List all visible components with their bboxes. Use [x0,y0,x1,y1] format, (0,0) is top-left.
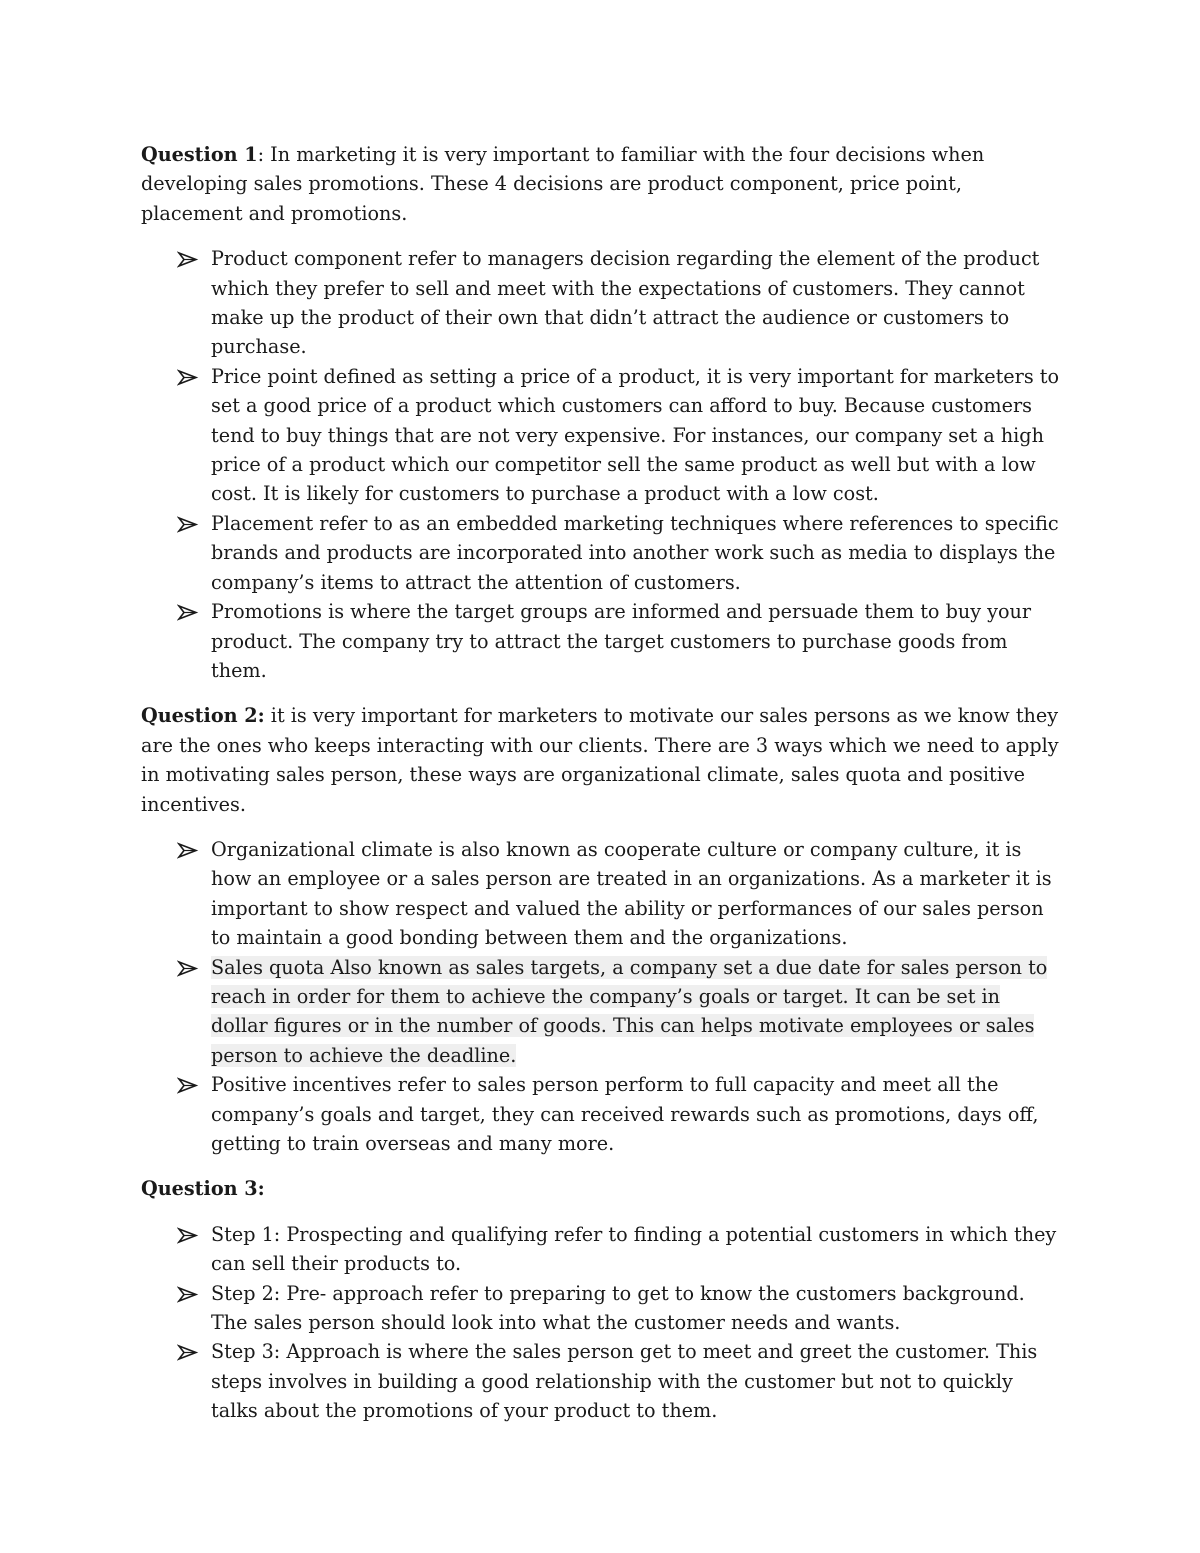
list-item-text: Step 3: Approach is where the sales person get to meet and greet the customer. This steps involves in building a good relationship with the customer but not to quickly talks about the promotions of your product to them. [211,1340,1038,1423]
arrow-bullet-icon [177,1337,199,1366]
arrow-bullet-icon [177,1279,199,1308]
list-item [141,597,1061,685]
arrow-bullet-icon [177,362,199,391]
list-item [141,509,1061,597]
arrow-bullet-icon [177,244,199,273]
list-item [141,1337,1061,1425]
list-item [141,1070,1061,1158]
arrow-bullet-icon [177,1220,199,1249]
list-item [141,244,1061,362]
list-item-text: Sales quota Also known as sales targets, a company set a due date for sales person to reach in order for them to achieve the company’s goals or target. It can be set in dollar figures or in the number of goods. This can helps motivate employees or sales person to achieve the deadline. [211,955,1048,1067]
arrow-bullet-icon [177,835,199,864]
arrow-bullet-icon [177,953,199,982]
question-3-paragraph [141,1174,1061,1203]
question-1-list [141,244,1061,685]
list-item-text: Organizational climate is also known as cooperate culture or company culture, it is how an employee or a sales person are treated in an organizations. As a marketer it is important to show respect and valued the ability or performances of our sales person to maintain a good bonding between them and the organizations. [211,837,1052,950]
list-item-text: Placement refer to as an embedded marketing techniques where references to specific brands and products are incorporated into another work such as media to displays the company’s items to attract the attention of customers. [211,511,1059,594]
question-1-label: Question 1 [141,143,258,166]
arrow-bullet-icon [177,1070,199,1099]
list-item-text: Promotions is where the target groups are informed and persuade them to buy your product. The company try to attract the target customers to purchase goods from them. [211,600,1032,682]
list-item [141,1220,1061,1279]
document-page [141,140,1061,1442]
arrow-bullet-icon [177,597,199,626]
list-item-text: Price point defined as setting a price of a product, it is very important for marketers to set a good price of a product which customers can afford to buy. Because customers tend to buy things that are not very expensive. For instances, our company set a high price of a product which our competitor sell the same product as well but with a low cost. It is likely for customers to purchase a product with a low cost. [211,364,1060,506]
list-item-text: Product component refer to managers decision regarding the element of the product which they prefer to sell and meet with the expectations of customers. They cannot make up the product of their own that didn’t attract the audience or customers to purchase. [211,247,1040,359]
question-3-label: Question 3: [141,1177,265,1201]
list-item-text: Step 2: Pre- approach refer to preparing to get to know the customers background. The sales person should look into what the customer needs and wants. [211,1281,1025,1335]
question-2-paragraph [141,701,1061,819]
question-1-paragraph [141,140,1061,228]
question-2-list [141,835,1061,1158]
list-item [141,835,1061,953]
list-item-text: Positive incentives refer to sales person perform to full capacity and meet all the company’s goals and target, they can received rewards such as promotions, days off, getting to train overseas and many more. [211,1073,1039,1155]
question-2-intro: it is very important for marketers to motivate our sales persons as we know they are the ones who keeps interacting with our clients. There are 3 ways which we need to apply in motivating sales person, these ways are organizational climate, sales quota and positive incentives. [141,704,1059,816]
arrow-bullet-icon [177,509,199,538]
list-item [141,1279,1061,1338]
list-item-text: Step 1: Prospecting and qualifying refer to finding a potential customers in which they can sell their products to. [211,1222,1057,1276]
question-2-label: Question 2: [141,704,265,728]
question-1-intro: : In marketing it is very important to familiar with the four decisions when developing sales promotions. These 4 decisions are product component, price point, placement and promotions. [141,143,985,225]
list-item [141,362,1061,509]
list-item [141,953,1061,1071]
question-3-list [141,1220,1061,1426]
